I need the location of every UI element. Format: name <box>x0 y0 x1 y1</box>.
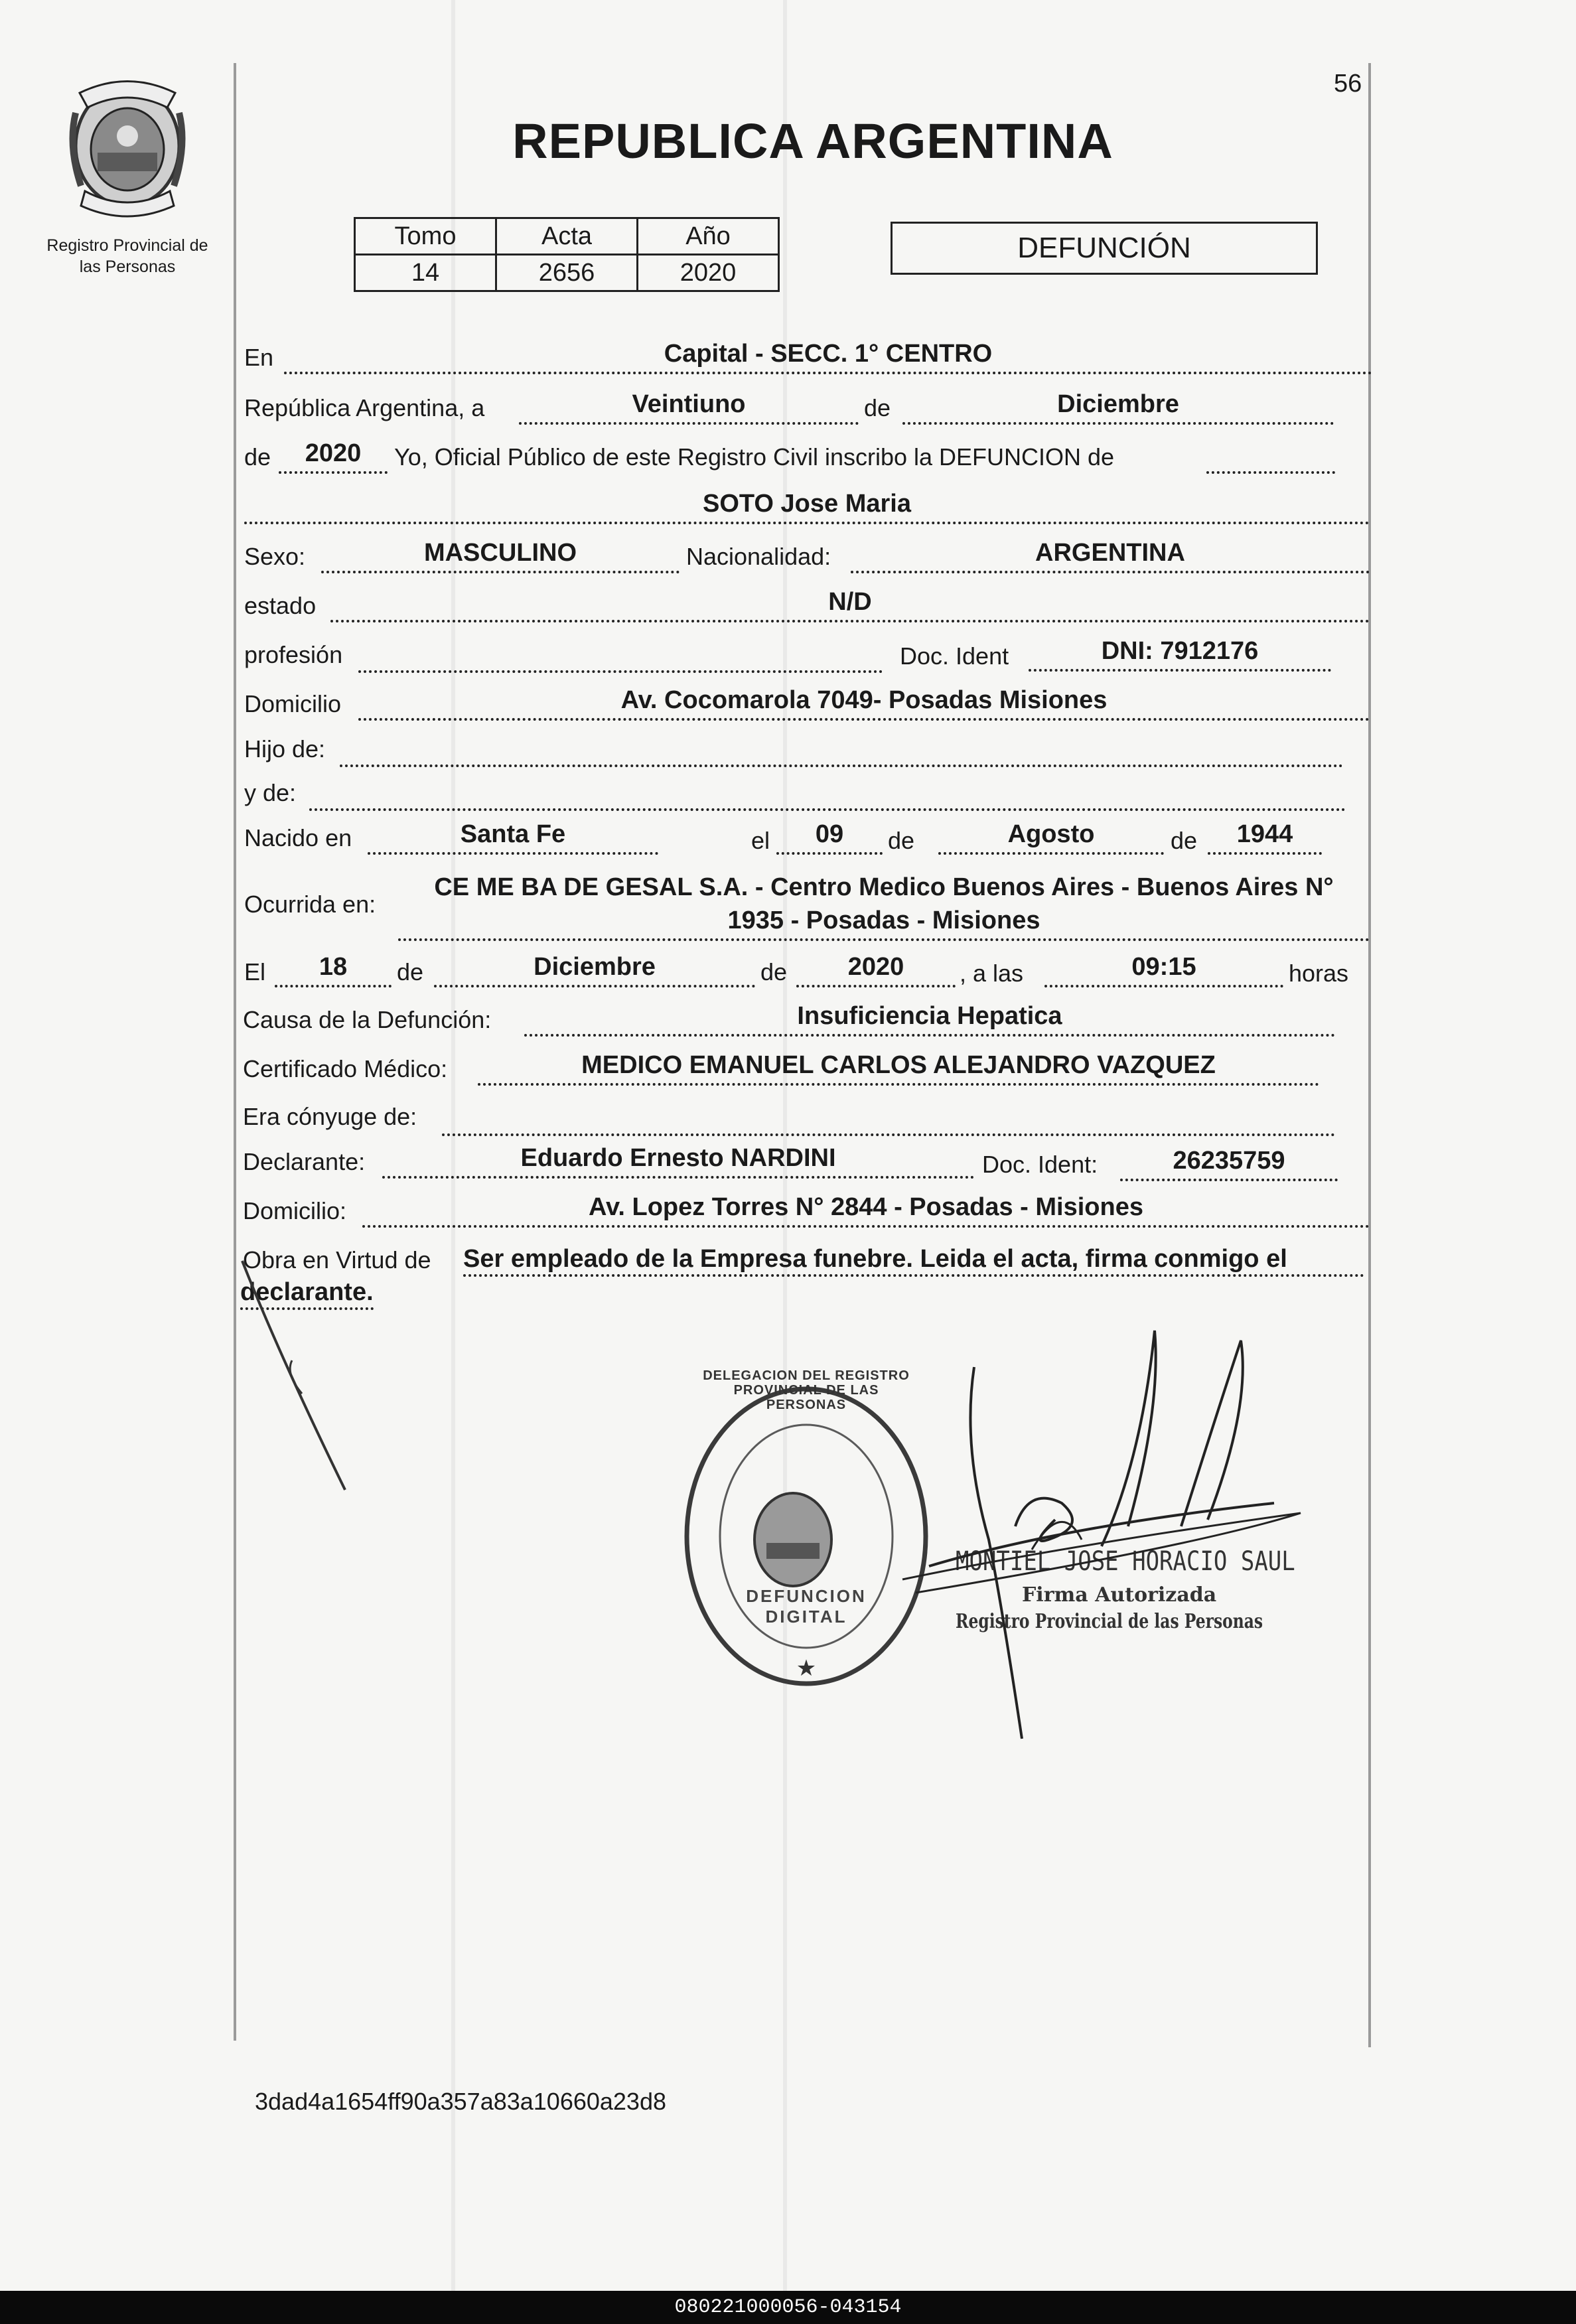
year-value: 2020 <box>279 439 388 474</box>
value-ano: 2020 <box>638 255 779 291</box>
record-table <box>354 217 780 292</box>
misiones-coat-of-arms <box>61 73 194 219</box>
doc-ident2-value: 26235759 <box>1120 1147 1338 1181</box>
domicilio-value: Av. Cocomarola 7049- Posadas Misiones <box>358 686 1370 721</box>
sexo-value: MASCULINO <box>321 539 680 573</box>
record-type-box: DEFUNCIÓN <box>891 222 1318 275</box>
doc-ident2-label: Doc. Ident: <box>982 1151 1098 1178</box>
nacionalidad-label: Nacionalidad: <box>686 543 831 570</box>
estado-value: N/D <box>330 588 1370 622</box>
obra-value-line-2: declarante. <box>240 1277 374 1310</box>
republica-label: República Argentina, a <box>244 394 485 421</box>
obra-value-line-1: Ser empleado de la Empresa funebre. Leida el acta, firma conmigo el <box>463 1244 1364 1277</box>
left-margin-line <box>234 63 236 2041</box>
certificado-value: MEDICO EMANUEL CARLOS ALEJANDRO VAZQUEZ <box>478 1051 1319 1086</box>
month-value: Diciembre <box>902 390 1334 425</box>
ocurrida-line-2: 1935 - Posadas - Misiones <box>398 907 1370 941</box>
header-acta: Acta <box>496 218 638 255</box>
stamp-inner-text: DEFUNCION DIGITAL <box>746 1586 867 1627</box>
oficial-blank <box>1206 445 1335 474</box>
page-number: 56 <box>1334 70 1362 98</box>
horas-label: horas <box>1289 960 1349 987</box>
logo-caption-2: las Personas <box>79 257 176 276</box>
obra-label: Obra en Virtud de <box>243 1246 431 1273</box>
conyuge-value <box>442 1107 1335 1136</box>
hijo-value <box>340 738 1343 767</box>
svg-text:★: ★ <box>796 1655 817 1682</box>
hijo-label: Hijo de: <box>244 735 326 763</box>
de-label: de <box>864 394 891 421</box>
el-cap-label: El <box>244 958 266 985</box>
el-label: el <box>751 827 770 854</box>
domicilio-label: Domicilio <box>244 690 342 717</box>
profesion-value <box>358 644 883 673</box>
sexo-label: Sexo: <box>244 543 306 570</box>
margin-pen-stroke <box>239 1254 358 1500</box>
estado-label: estado <box>244 592 317 619</box>
death-day: 18 <box>275 953 392 987</box>
death-month: Diciembre <box>434 953 755 987</box>
header-tomo: Tomo <box>355 218 496 255</box>
death-de-label-2: de <box>760 958 788 985</box>
value-acta: 2656 <box>496 255 638 291</box>
footer-code-bar: 080221000056-043154 <box>0 2291 1576 2324</box>
official-name: MONTIEL JOSE HORACIO SAUL <box>956 1546 1295 1577</box>
doc-ident-value: DNI: 7912176 <box>1029 637 1331 672</box>
causa-value: Insuficiencia Hepatica <box>524 1002 1335 1037</box>
birth-year: 1944 <box>1208 820 1322 855</box>
death-time: 09:15 <box>1044 953 1283 987</box>
domicilio2-label: Domicilio: <box>243 1197 347 1224</box>
ocurrida-label: Ocurrida en: <box>244 891 376 918</box>
official-office: Registro Provincial de las Personas <box>956 1610 1263 1633</box>
domicilio2-value: Av. Lopez Torres N° 2844 - Posadas - Misiones <box>362 1193 1370 1228</box>
doc-ident-label: Doc. Ident <box>900 642 1009 670</box>
value-tomo: 14 <box>355 255 496 291</box>
causa-label: Causa de la Defunción: <box>243 1006 492 1033</box>
birth-day: 09 <box>776 820 883 855</box>
en-value: Capital - SECC. 1° CENTRO <box>284 340 1372 374</box>
official-role: Firma Autorizada <box>1022 1583 1217 1607</box>
deceased-name: SOTO Jose Maria <box>244 490 1370 524</box>
document-title: REPUBLICA ARGENTINA <box>512 113 1113 169</box>
conyuge-label: Era cónyuge de: <box>243 1103 417 1130</box>
nacido-label: Nacido en <box>244 824 352 851</box>
en-label: En <box>244 344 274 371</box>
yde-value <box>309 782 1346 811</box>
yde-label: y de: <box>244 779 297 806</box>
declarante-value: Eduardo Ernesto NARDINI <box>382 1144 974 1179</box>
nacionalidad-value: ARGENTINA <box>851 539 1370 573</box>
oficial-text: Yo, Oficial Público de este Registro Civil inscribo la DEFUNCION de <box>394 443 1115 471</box>
birth-de-label: de <box>888 827 915 854</box>
stamp-ring-text: DELEGACION DEL REGISTRO PROVINCIAL DE LAS PERSONAS <box>703 1368 910 1412</box>
de-label-2: de <box>244 443 271 471</box>
profesion-label: profesión <box>244 641 343 668</box>
death-year: 2020 <box>796 953 956 987</box>
handwritten-signature <box>863 1327 1314 1752</box>
birth-de-label-2: de <box>1171 827 1198 854</box>
day-value: Veintiuno <box>519 390 859 425</box>
nacido-value: Santa Fe <box>368 820 658 855</box>
death-de-label: de <box>397 958 424 985</box>
birth-month: Agosto <box>938 820 1164 855</box>
document-hash: 3dad4a1654ff90a357a83a10660a23d8 <box>255 2088 666 2115</box>
header-ano: Año <box>638 218 779 255</box>
logo-caption-1: Registro Provincial de <box>46 236 208 255</box>
certificado-label: Certificado Médico: <box>243 1055 448 1082</box>
ocurrida-line-1: CE ME BA DE GESAL S.A. - Centro Medico Buenos Aires - Buenos Aires N° <box>434 873 1334 901</box>
declarante-label: Declarante: <box>243 1148 366 1175</box>
alas-label: , a las <box>960 960 1024 987</box>
